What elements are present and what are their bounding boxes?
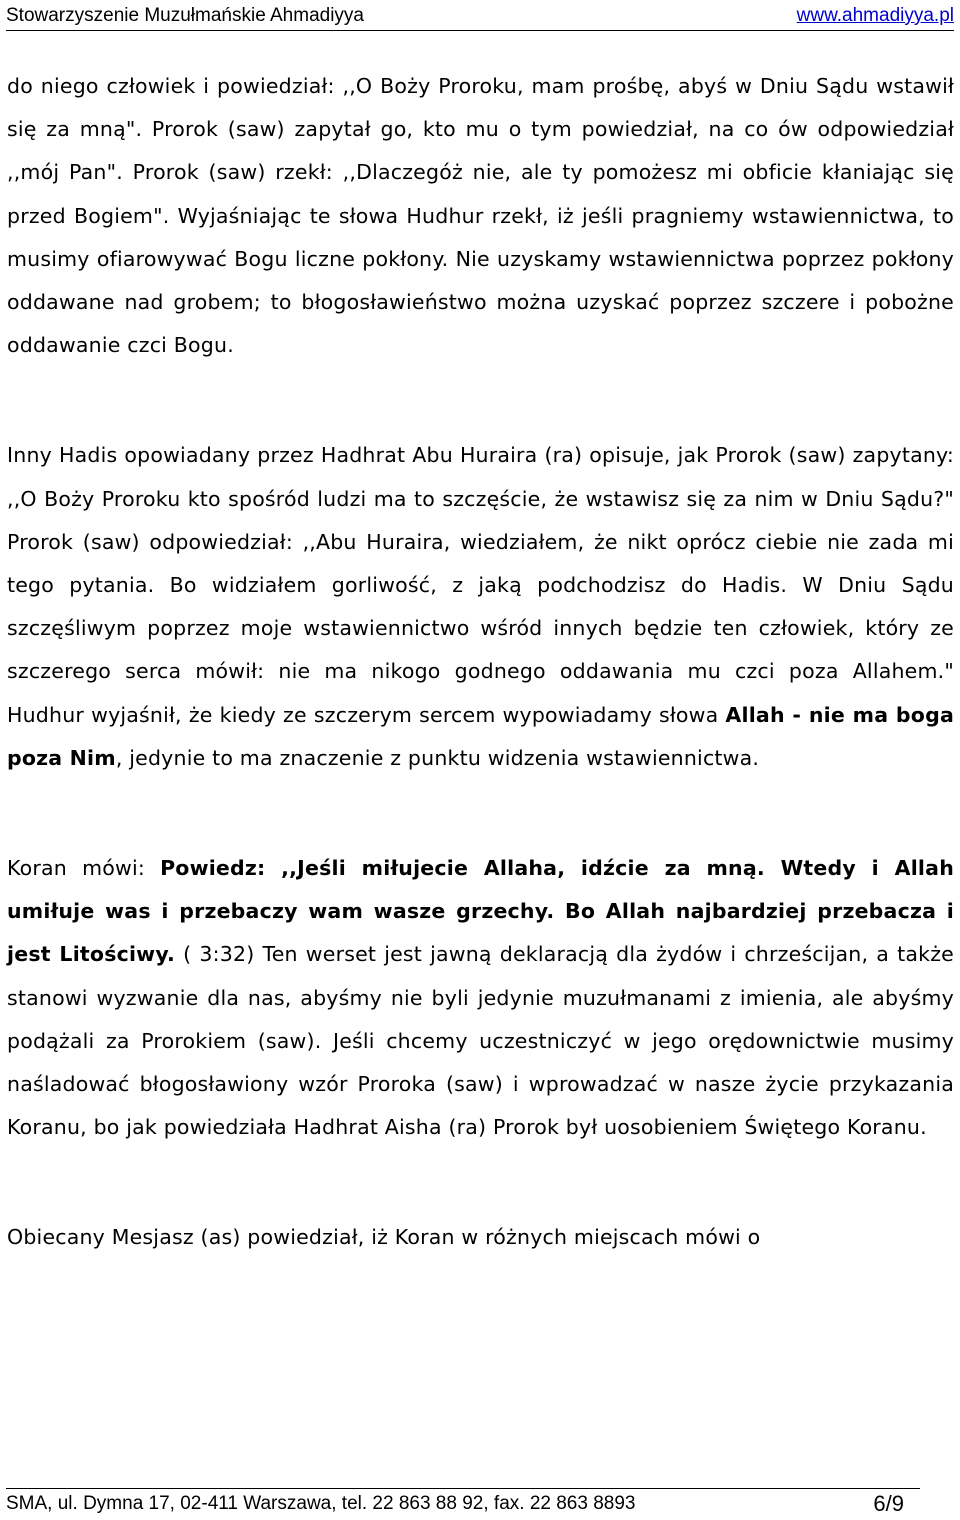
emphasis-text: Allah - nie ma boga poza Nim [7, 702, 954, 770]
paragraph-4 [7, 1216, 954, 1259]
organization-name: Stowarzyszenie Muzułmańskie Ahmadiyya [6, 5, 364, 26]
website-link[interactable]: www.ahmadiyya.pl [796, 5, 954, 26]
paragraph-text: do niego człowiek i powiedział: ,,O Boży Proroku, mam prośbę, abyś w Dniu Sądu wstawił się za mną". Prorok (saw) zapytał go, kto mu o tym powiedział, na co ów odpowiedział ,,mój Pan". Prorok (saw) rzekł: ,,Dlaczegóż nie, ale ty pomożesz mi obficie kłaniając się przed Bogiem". Wyjaśniając te słowa Hudhur rzekł, iż jeśli pragniemy wstawiennictwa, to musimy ofiarowywać Bogu liczne pokłony. Nie uzyskamy wstawiennictwa poprzez pokłony oddawane nad grobem; to błogosławieństwo można uzyskać poprzez szczere i pobożne oddawanie czci Bogu. [7, 74, 954, 358]
page-number: 6/9 [873, 1491, 904, 1516]
paragraph-2 [7, 434, 954, 780]
page-header [6, 2, 954, 31]
paragraph-text: Koran mówi: [7, 856, 161, 881]
paragraph-text: Inny Hadis opowiadany przez Hadhrat Abu Huraira (ra) opisuje, jak Prorok (saw) zapytany: ,,O Boży Proroku kto spośród ludzi ma to szczęście, że wstawisz się za nim w Dniu Sądu?" Prorok (saw) odpowiedział: ,,Abu Huraira, wiedziałem, że nikt oprócz ciebie nie zada mi tego pytania. Bo widziałem gorliwość, z jaką podchodzisz do Hadis. W Dniu Sądu szczęśliwym poprzez moje wstawiennictwo wśród innych będzie ten człowiek, który ze szczerego serca mówił: nie ma nikogo godnego oddawania mu czci poza Allahem." Hudhur wyjaśnił, że kiedy ze szczerym sercem wypowiadamy słowa [7, 443, 954, 727]
quran-quote: Powiedz: ,,Jeśli miłujecie Allaha, idźcie za mną. Wtedy i Allah umiłuje was i przebaczy wam wasze grzechy. Bo Allah najbardziej przebacza i jest Litościwy. [7, 856, 954, 967]
page-footer [6, 1488, 920, 1517]
footer-address: SMA, ul. Dymna 17, 02-411 Warszawa, tel. 22 863 88 92, fax. 22 863 8893 [6, 1493, 636, 1514]
paragraph-3 [7, 847, 954, 1149]
paragraph-1 [7, 65, 954, 367]
paragraph-text: , jedynie to ma znaczenie z punktu widzenia wstawiennictwa. [115, 745, 760, 770]
document-body [7, 65, 954, 1260]
paragraph-text: Obiecany Mesjasz (as) powiedział, iż Koran w różnych miejscach mówi o [7, 1225, 761, 1250]
paragraph-text: ( 3:32) Ten werset jest jawną deklaracją dla żydów i chrześcijan, a także stanowi wyzwanie dla nas, abyśmy nie byli jedynie muzułmanami z imienia, ale abyśmy podążali za Prorokiem (saw). Jeśli chcemy uczestniczyć w jego orędownictwie musimy naśladować błogosławiony wzór Proroka (saw) i wprowadzać w nasze życie przykazania Koranu, bo jak powiedziała Hadhrat Aisha (ra) Prorok był uosobieniem Świętego Koranu. [7, 942, 954, 1140]
